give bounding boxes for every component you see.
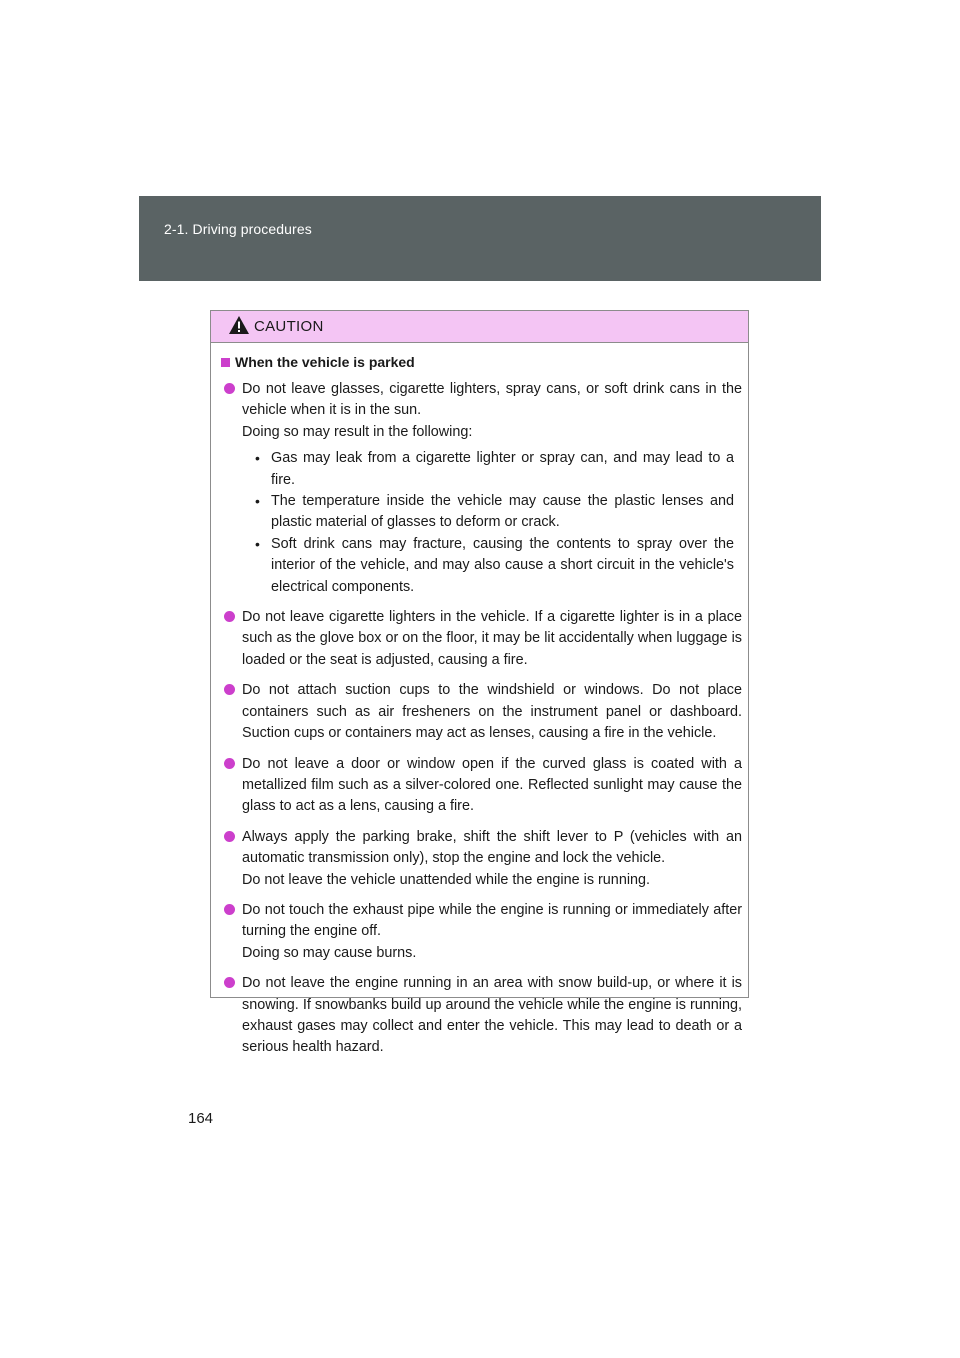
- round-bullet-icon: [224, 977, 235, 988]
- caution-subitem: [211, 534, 748, 598]
- round-bullet-icon: [224, 831, 235, 842]
- caution-item-list: [211, 379, 748, 1068]
- small-bullet-icon: •: [255, 450, 260, 467]
- caution-item: [211, 680, 748, 744]
- caution-label: CAUTION: [254, 318, 324, 335]
- round-bullet-icon: [224, 383, 235, 394]
- caution-subitem: [211, 448, 748, 491]
- caution-item-text: Do not leave the engine running in an area with snow build-up, or where it is snowing. If snowbanks build up around the vehicle while the engine is running, exhaust gases may collect and enter the vehicle. This may lead to death or a serious health hazard.: [242, 975, 742, 1056]
- caution-subitem: [211, 491, 748, 534]
- caution-item: [211, 973, 748, 1059]
- caution-item: [211, 754, 748, 818]
- section-title: 2-1. Driving procedures: [164, 221, 312, 237]
- caution-item-text: Do not touch the exhaust pipe while the engine is running or immediately after turning the engine off. Doing so may cause burns.: [242, 901, 742, 961]
- caution-item-text: Do not attach suction cups to the windshield or windows. Do not place containers such as air fresheners on the instrument panel or dashboard. Suction cups or containers may act as lenses, causing a fire in the vehicle.: [242, 682, 742, 742]
- square-bullet-icon: [221, 358, 230, 367]
- warning-triangle-icon: [228, 315, 250, 335]
- caution-subitem-list: [211, 448, 748, 598]
- caution-section-title: When the vehicle is parked: [235, 354, 415, 370]
- section-header-band: [139, 196, 821, 281]
- caution-item-text: Do not leave glasses, cigarette lighters, spray cans, or soft drink cans in the vehicle when it is in the sun. Doing so may result in the following:: [242, 381, 742, 440]
- round-bullet-icon: [224, 758, 235, 769]
- caution-item: [211, 379, 748, 598]
- caution-subitem-text: Soft drink cans may fracture, causing the contents to spray over the interior of the vehicle, and may also cause a short circuit in the vehicle's electrical components.: [271, 535, 734, 595]
- caution-item: [211, 827, 748, 891]
- round-bullet-icon: [224, 904, 235, 915]
- caution-subitem-text: The temperature inside the vehicle may cause the plastic lenses and plastic material of glasses to deform or crack.: [271, 493, 734, 531]
- caution-header: [211, 311, 748, 343]
- caution-item: [211, 607, 748, 671]
- small-bullet-icon: •: [255, 493, 260, 510]
- page-number: 164: [188, 1110, 214, 1127]
- caution-subitem-text: Gas may leak from a cigarette lighter or spray can, and may lead to a fire.: [271, 450, 734, 488]
- caution-item-text: Always apply the parking brake, shift the shift lever to P (vehicles with an automatic transmission only), stop the engine and lock the vehicle. Do not leave the vehicle unattended while the engine is running.: [242, 828, 742, 888]
- caution-section-heading: [221, 354, 415, 370]
- caution-item-text: Do not leave cigarette lighters in the vehicle. If a cigarette lighter is in a place such as the glove box or on the floor, it may be lit accidentally when luggage is loaded or the seat is adjusted, causing a fire.: [242, 609, 742, 668]
- caution-item: [211, 900, 748, 964]
- round-bullet-icon: [224, 684, 235, 695]
- round-bullet-icon: [224, 611, 235, 622]
- caution-box: [210, 310, 749, 1056]
- caution-item-text: Do not leave a door or window open if the curved glass is coated with a metallized film such as a silver-colored one. Reflected sunlight may cause the glass to act as a lens, causing a fire.: [242, 755, 742, 815]
- small-bullet-icon: •: [255, 535, 260, 552]
